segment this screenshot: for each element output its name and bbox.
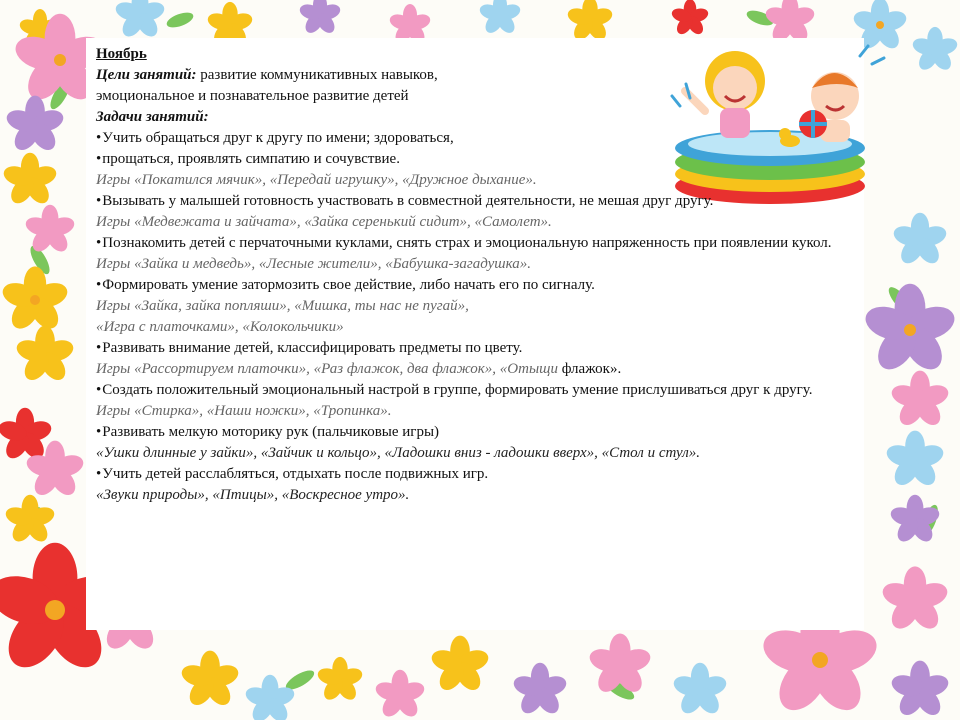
games-1: Игры «Покатился мячик», «Передай игрушку», «Дружное дыхание».: [96, 172, 537, 188]
games-4: Игры «Зайка, зайка попляши», «Мишка, ты нас не пугай»,: [96, 298, 469, 314]
month-title: Ноябрь: [96, 46, 147, 62]
games-7: «Ушки длинные у зайки», «Зайчик и кольцо», «Ладошки вниз - ладошки вверх», «Стол и стул».: [96, 445, 701, 461]
games-2: Игры «Медвежата и зайчата», «Зайка серенький сидит», «Самолет».: [96, 214, 552, 230]
task-1-line-2: • прощаться, проявлять симпатию и сочувствие.: [96, 149, 856, 170]
document-text: [96, 44, 856, 506]
task-1-line-1: • Учить обращаться друг к другу по имени; здороваться,: [96, 128, 856, 149]
games-6: Игры «Стирка», «Наши ножки», «Тропинка».: [96, 403, 392, 419]
task-6: • Создать положительный эмоциональный настрой в группе, формировать умение прислушиваться друг к другу.: [96, 380, 856, 401]
goals-line: [96, 65, 856, 86]
games-5-tail: флажок».: [557, 361, 622, 377]
goals-text-2: эмоциональное и познавательное развитие детей: [96, 88, 409, 104]
tasks-label: Задачи занятий:: [96, 109, 209, 125]
games-4-cont: «Игра с платочками», «Колокольчики»: [96, 319, 344, 335]
games-5-line: [96, 359, 856, 380]
games-8: «Звуки природы», «Птицы», «Воскресное утро».: [96, 487, 410, 503]
task-2: • Вызывать у малышей готовность участвовать в совместной деятельности, не мешая друг другу.: [96, 191, 856, 212]
task-5: • Развивать внимание детей, классифицировать предметы по цвету.: [96, 338, 856, 359]
goals-text-1: развитие коммуникативных навыков,: [200, 67, 438, 83]
goals-label: Цели занятий:: [96, 67, 197, 83]
games-3: Игры «Зайка и медведь», «Лесные жители», «Бабушка-загадушка».: [96, 256, 531, 272]
task-7: • Развивать мелкую моторику рук (пальчиковые игры): [96, 422, 856, 443]
task-8: • Учить детей расслабляться, отдыхать после подвижных игр.: [96, 464, 856, 485]
task-3: • Познакомить детей с перчаточными куклами, снять страх и эмоциональную напряженность при появлении кукол.: [96, 233, 856, 254]
task-4: • Формировать умение затормозить свое действие, либо начать его по сигналу.: [96, 275, 856, 296]
games-5: Игры «Рассортируем платочки», «Раз флажок, два флажок», «Отыщи: [96, 361, 558, 377]
